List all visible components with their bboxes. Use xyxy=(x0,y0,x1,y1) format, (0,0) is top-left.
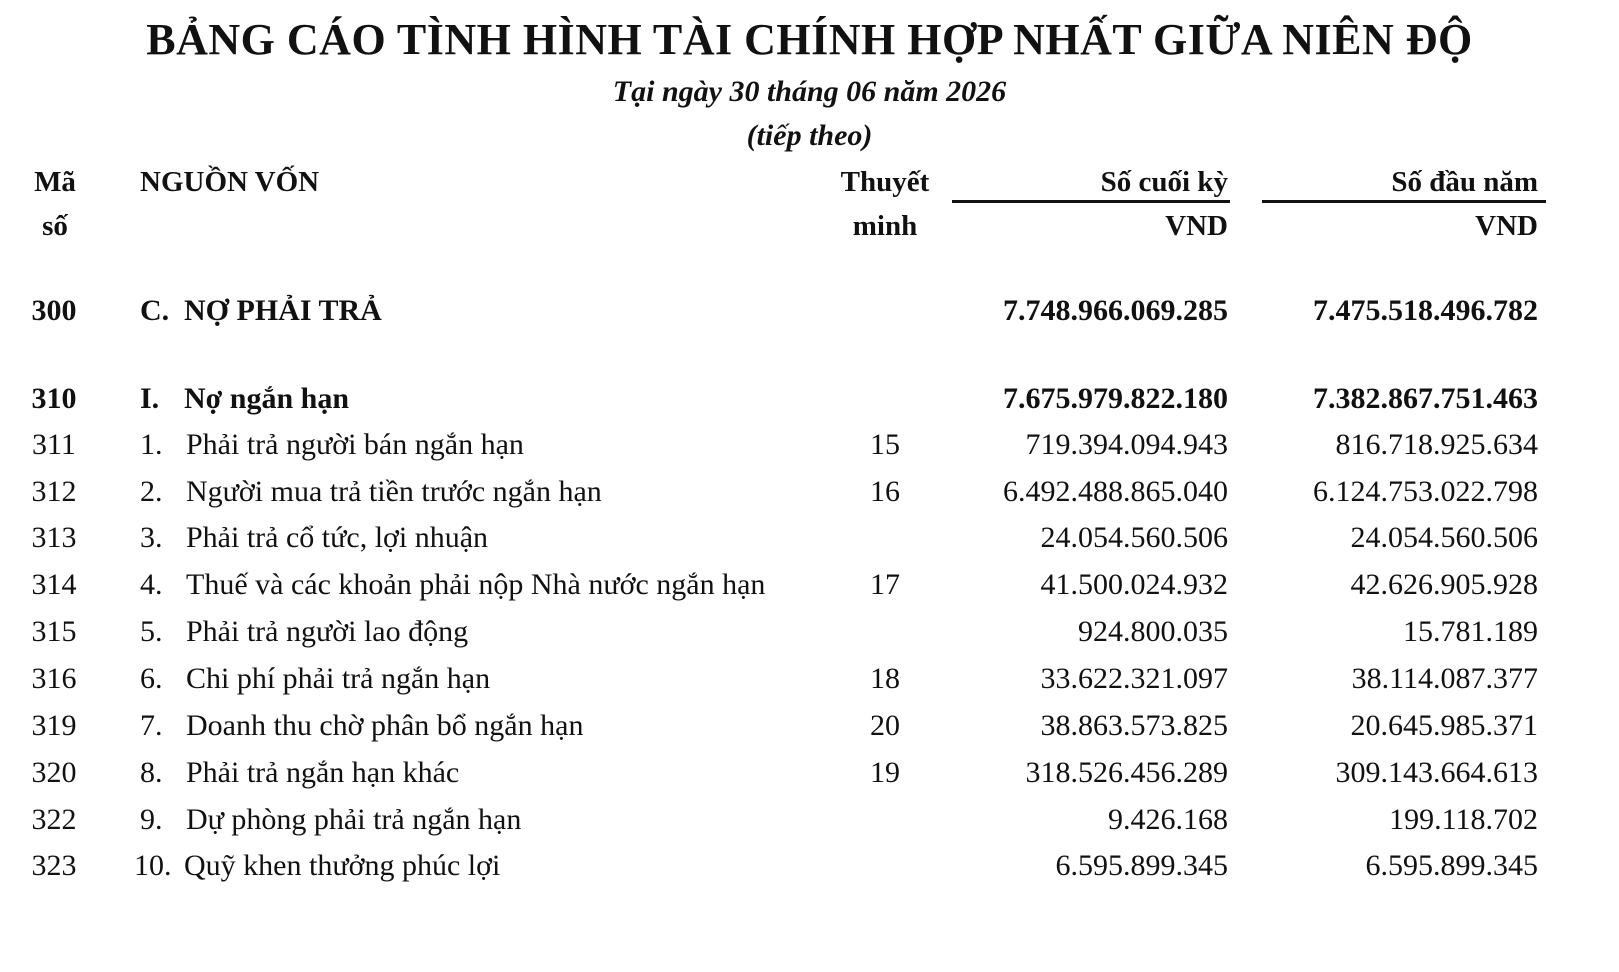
table-row xyxy=(0,844,1619,888)
row-code: 311 xyxy=(32,428,76,461)
row-begin-year-value: 7.382.867.751.463 xyxy=(1313,382,1538,415)
report-continued-note: (tiếp theo) xyxy=(746,119,873,152)
report-title: BẢNG CÁO TÌNH HÌNH TÀI CHÍNH HỢP NHẤT GIỮA NIÊN ĐỘ xyxy=(146,15,1473,64)
row-index: 2. xyxy=(140,475,163,508)
row-note: 17 xyxy=(870,568,900,601)
row-code: 319 xyxy=(31,709,77,742)
row-begin-year-value: 38.114.087.377 xyxy=(1351,662,1538,695)
row-index: 6. xyxy=(140,662,163,695)
row-code: 314 xyxy=(31,568,77,601)
row-note: 20 xyxy=(870,709,900,742)
column-header-note-line2: minh xyxy=(852,210,918,242)
table-row xyxy=(0,610,1619,654)
row-end-period-value: 924.800.035 xyxy=(1078,615,1228,648)
row-label: Người mua trả tiền trước ngắn hạn xyxy=(186,475,602,508)
row-note: 15 xyxy=(870,428,900,461)
table-row xyxy=(0,563,1619,607)
row-index: 8. xyxy=(140,756,163,789)
row-end-period-value: 38.863.573.825 xyxy=(1040,709,1228,742)
row-label: Quỹ khen thưởng phúc lợi xyxy=(184,849,501,882)
row-note: 19 xyxy=(870,756,900,789)
column-header-divider-begin-year xyxy=(1262,200,1546,203)
table-row xyxy=(0,798,1619,842)
table-row xyxy=(0,516,1619,560)
row-index: 9. xyxy=(140,803,163,836)
row-code: 312 xyxy=(31,475,77,508)
row-code: 313 xyxy=(31,521,77,554)
table-row xyxy=(0,704,1619,748)
table-row xyxy=(0,377,1619,421)
row-begin-year-value: 6.124.753.022.798 xyxy=(1313,475,1538,508)
row-index: 4. xyxy=(140,568,163,601)
row-note: 18 xyxy=(870,662,900,695)
row-begin-year-value: 20.645.985.371 xyxy=(1350,709,1538,742)
row-end-period-value: 318.526.456.289 xyxy=(1025,756,1228,789)
row-begin-year-value: 15.781.189 xyxy=(1403,615,1538,648)
row-begin-year-value: 816.718.925.634 xyxy=(1335,428,1538,461)
row-begin-year-value: 42.626.905.928 xyxy=(1350,568,1538,601)
row-index: 10. xyxy=(134,849,172,882)
row-label: Thuế và các khoản phải nộp Nhà nước ngắn hạn xyxy=(186,568,766,601)
row-index: 3. xyxy=(140,521,163,554)
row-code: 323 xyxy=(31,849,77,882)
row-code: 315 xyxy=(31,615,77,648)
column-header-begin-year-unit: VND xyxy=(1475,210,1538,242)
column-header-end-period: Số cuối kỳ xyxy=(1100,166,1228,198)
row-end-period-value: 24.054.560.506 xyxy=(1040,521,1228,554)
table-row xyxy=(0,470,1619,514)
row-end-period-value: 6.595.899.345 xyxy=(1055,849,1228,882)
row-code: 320 xyxy=(31,756,77,789)
column-header-divider-end-period xyxy=(952,200,1230,203)
table-row xyxy=(0,751,1619,795)
table-row xyxy=(0,657,1619,701)
row-label: Doanh thu chờ phân bổ ngắn hạn xyxy=(186,709,584,742)
row-label: Nợ ngắn hạn xyxy=(184,382,350,415)
row-label: Dự phòng phải trả ngắn hạn xyxy=(186,803,522,836)
row-begin-year-value: 24.054.560.506 xyxy=(1350,521,1538,554)
row-begin-year-value: 199.118.702 xyxy=(1389,803,1538,836)
row-label: Phải trả người bán ngắn hạn xyxy=(186,428,524,461)
row-index: 7. xyxy=(140,709,163,742)
row-note: 16 xyxy=(870,475,900,508)
row-code: 316 xyxy=(31,662,77,695)
row-label: Phải trả người lao động xyxy=(186,615,469,648)
row-begin-year-value: 309.143.664.613 xyxy=(1335,756,1538,789)
table-row xyxy=(0,289,1619,333)
row-code: 310 xyxy=(31,382,77,415)
table-row xyxy=(0,423,1619,467)
row-index: I. xyxy=(140,382,160,415)
row-end-period-value: 6.492.488.865.040 xyxy=(1003,475,1228,508)
row-index: C. xyxy=(140,294,170,327)
row-end-period-value: 719.394.094.943 xyxy=(1025,428,1228,461)
row-label: Chi phí phải trả ngắn hạn xyxy=(186,662,491,695)
row-end-period-value: 7.675.979.822.180 xyxy=(1003,382,1228,415)
row-label: NỢ PHẢI TRẢ xyxy=(184,294,382,327)
row-end-period-value: 41.500.024.932 xyxy=(1040,568,1228,601)
column-header-note: Thuyết xyxy=(840,166,930,198)
row-end-period-value: 7.748.966.069.285 xyxy=(1003,294,1228,327)
row-index: 5. xyxy=(140,615,163,648)
column-header-begin-year: Số đầu năm xyxy=(1391,166,1538,198)
row-end-period-value: 33.622.321.097 xyxy=(1040,662,1228,695)
row-label: Phải trả cổ tức, lợi nhuận xyxy=(186,521,489,554)
column-header-end-period-unit: VND xyxy=(1165,210,1228,242)
row-label: Phải trả ngắn hạn khác xyxy=(186,756,460,789)
row-code: 322 xyxy=(31,803,77,836)
row-end-period-value: 9.426.168 xyxy=(1108,803,1228,836)
row-code: 300 xyxy=(31,294,77,327)
column-header-code: Mã xyxy=(34,166,76,198)
row-begin-year-value: 6.595.899.345 xyxy=(1365,849,1538,882)
report-date: Tại ngày 30 tháng 06 năm 2026 xyxy=(612,75,1007,108)
column-header-item: NGUỒN VỐN xyxy=(140,166,320,198)
row-index: 1. xyxy=(140,428,163,461)
column-header-code-line2: số xyxy=(42,210,68,242)
row-begin-year-value: 7.475.518.496.782 xyxy=(1313,294,1538,327)
